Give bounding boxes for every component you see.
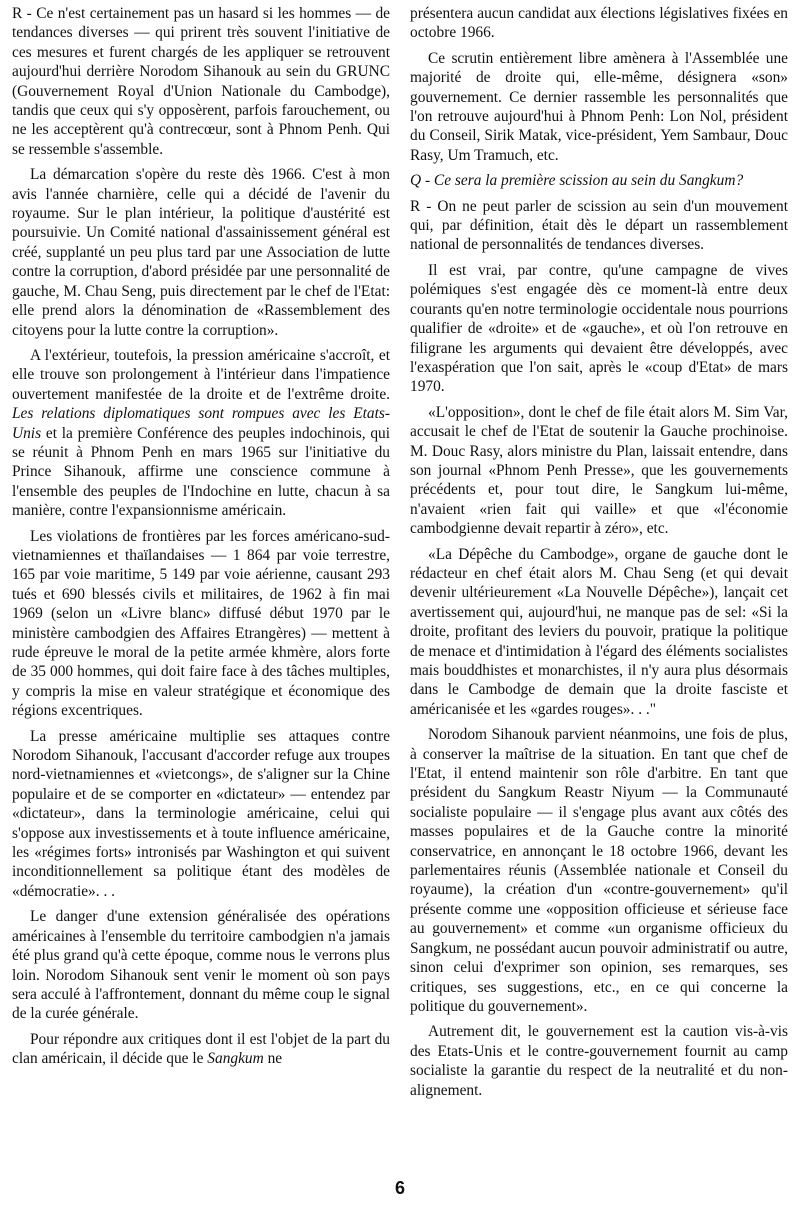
text-run: Pour répondre aux critiques dont il est l'objet de la part du clan américain, il décide que le <box>12 1030 390 1068</box>
paragraph: «L'opposition», dont le chef de file était alors M. Sim Var, accusait le chef de l'Etat de soutenir la Gauche prochinoise. M. Douc Rasy, alors ministre du Plan, laissait entendre, dans son journal «Phnom Penh Presse», que les gouvernements précédents et, pour tout dire, le Sangkum lui-même, n'avaient «rien fait qui vaille» et que «l'économie cambodgienne devait repartir à zéro», etc. <box>410 403 788 538</box>
left-column <box>12 4 390 1164</box>
paragraph: R - Ce n'est certainement pas un hasard si les hommes — de tendances diverses — qui prirent très souvent l'initiative de ces mesures et furent chargés de les appliquer se retrouvent aujourd'hui derrière Norodom Sihanouk au sein du GRUNC (Gouvernement Royal d'Union Nationale du Cambodge), tandis que ceux qui s'y opposèrent, parfois farouchement, ou ne les acceptèrent qu'à contrecœur, sont à Phnom Penh. Qui se ressemble s'assemble. <box>12 5 390 158</box>
paragraph: La presse américaine multiplie ses attaques contre Norodom Sihanouk, l'accusant d'accorder refuge aux troupes nord-vietnamiennes et «vietcongs», de s'aligner sur la Chine populaire et de se comporter en «dictateur» — entendez par «dictateur», dans la terminologie américaine, celui qui s'oppose aux investissements et à toute influence américaine, les «régimes forts» intronisés par Washington et qui suivent inconditionnellement sa politique étant des modèles de «démocratie». . . <box>12 727 390 900</box>
paragraph: Norodom Sihanouk parvient néanmoins, une fois de plus, à conserver la maîtrise de la situation. En tant que chef de l'Etat, il entend maintenir son rôle d'arbitre. En tant que président du Sangkum Reastr Niyum — la Communauté socialiste populaire — il s'engage plus avant aux côtés des masses populaires et de la Gauche contre la minorité conservatrice, en annonçant le 18 octobre 1966, devant les parlementaires réunis (Assemblée nationale et Conseil du royaume), la création d'un «contre-gouvernement» qu'il présente comme une «opposition officieuse et sérieuse face au gouvernement» et comme «un organisme officieux du Sangkum, ne possédant aucun pouvoir administratif ou autre, sinon celui d'exprimer son opinion, ses remarques, ses critiques, ses suggestions, etc., en ce qui concerne la politique du gouvernement». <box>410 726 788 1015</box>
italic-text-run: Sangkum <box>207 1050 264 1068</box>
paragraph: «La Dépêche du Cambodge», organe de gauche dont le rédacteur en chef était alors M. Chau Seng (et qui devait devenir ultérieurement «La Nouvelle Dépêche»), lançait cet avertissement qui, aujourd'hui, ne manque pas de sel: «Si la droite, profitant des leviers du pouvoir, pratique la politique de menace et d'intimidation à l'égard des éléments socialistes mais bouddhistes et monarchistes, il n'y aura plus désormais dans le Cambodge de demain que la droite fasciste et américanisée et les «gardes rouges». . ." <box>410 545 788 718</box>
right-column <box>410 4 788 1164</box>
paragraph: R - On ne peut parler de scission au sein d'un mouvement qui, par définition, était dès le départ un rassemblement national de personnalités de tendances diverses. <box>410 197 788 254</box>
paragraph: présentera aucun candidat aux élections législatives fixées en octobre 1966. <box>410 5 788 42</box>
italic-text-run: Les relations diplomatiques sont rompues avec les Etats-Unis <box>12 405 390 442</box>
text-run: A l'extérieur, toutefois, la pression américaine s'accroît, et elle trouve son prolongement à l'intérieur dans l'impatience ouvertement manifestée de la droite et de l'extrême droite. <box>12 346 390 403</box>
question: Q - Ce sera la première scission au sein du Sangkum? <box>410 172 744 190</box>
paragraph: La démarcation s'opère du reste dès 1966. C'est à mon avis l'année charnière, celle qui a décidé de l'avenir du royaume. Sur le plan intérieur, la politique d'austérité est poursuivie. Un Comité national d'assainissement général est créé, supplanté un peu plus tard par une Association de lutte contre la corruption, d'abord présidée par une personnalité de gauche, M. Chau Seng, puis directement par le chef de l'Etat: elle prend alors la dénomination de «Rassemblement des citoyens pour la lutte contre la corruption». <box>12 166 390 339</box>
paragraph <box>12 1030 390 1069</box>
paragraph: Le danger d'une extension généralisée des opérations américaines à l'ensemble du territoire cambodgien n'a jamais été plus grand qu'à cette époque, comme nous le verrons plus loin. Norodom Sihanouk sent venir le moment où son pays sera acculé à l'affrontement, donnant du même coup le signal de la curée générale. <box>12 908 390 1023</box>
paragraph: Ce scrutin entièrement libre amènera à l'Assemblée une majorité de droite qui, elle-même, désignera «son» gouvernement. Ce dernier rassemble les personnalités que l'on retrouve aujourd'hui à Phnom Penh: Lon Nol, président du Conseil, Sirik Matak, vice-président, Yem Sambaur, Douc Rasy, Um Tramuch, etc. <box>410 49 788 164</box>
page-number: 6 <box>394 1178 405 1198</box>
text-run: et la première Conférence des peuples indochinois, qui se réunit à Phnom Penh en mars 1965 sur l'initiative du Prince Sihanouk, affirme une conscience commune à l'ensemble des peuples de l'Indochine en lutte, chacun à sa manière, contre l'expansionnisme américain. <box>12 424 390 520</box>
paragraph: Il est vrai, par contre, qu'une campagne de vives polémiques s'est engagée dès ce moment-là entre deux courants qu'en notre terminologie occidentale nous pourrions qualifier de «droite» et de «gauche», et où l'on retrouve en filigrane les arguments qui devaient être développés, avec l'exaspération que l'on sait, après le «coup d'Etat» de mars 1970. <box>410 261 788 396</box>
text-run: ne <box>267 1050 283 1068</box>
paragraph <box>12 346 390 521</box>
page-body <box>12 4 788 1164</box>
paragraph: Autrement dit, le gouvernement est la caution vis-à-vis des Etats-Unis et le contre-gouvernement fournit au camp socialiste la garantie du respect de la neutralité et du non-alignement. <box>410 1023 788 1099</box>
paragraph: Les violations de frontières par les forces américano-sud-vietnamiennes et thaïlandaises — 1 864 par voie terrestre, 165 par voie maritime, 5 149 par voie aérienne, causant 293 tués et 690 blessés civils et militaires, de 1962 à fin mai 1969 (selon un «Livre blanc» diffusé début 1970 par le ministère cambodgien des Affaires Etrangères) — mettent à rude épreuve le moral de la petite armée khmère, alors forte de 35 000 hommes, qui doit faire face à des tâches multiples, y compris la mise en valeur stratégique et économique des régions excentriques. <box>12 527 390 720</box>
